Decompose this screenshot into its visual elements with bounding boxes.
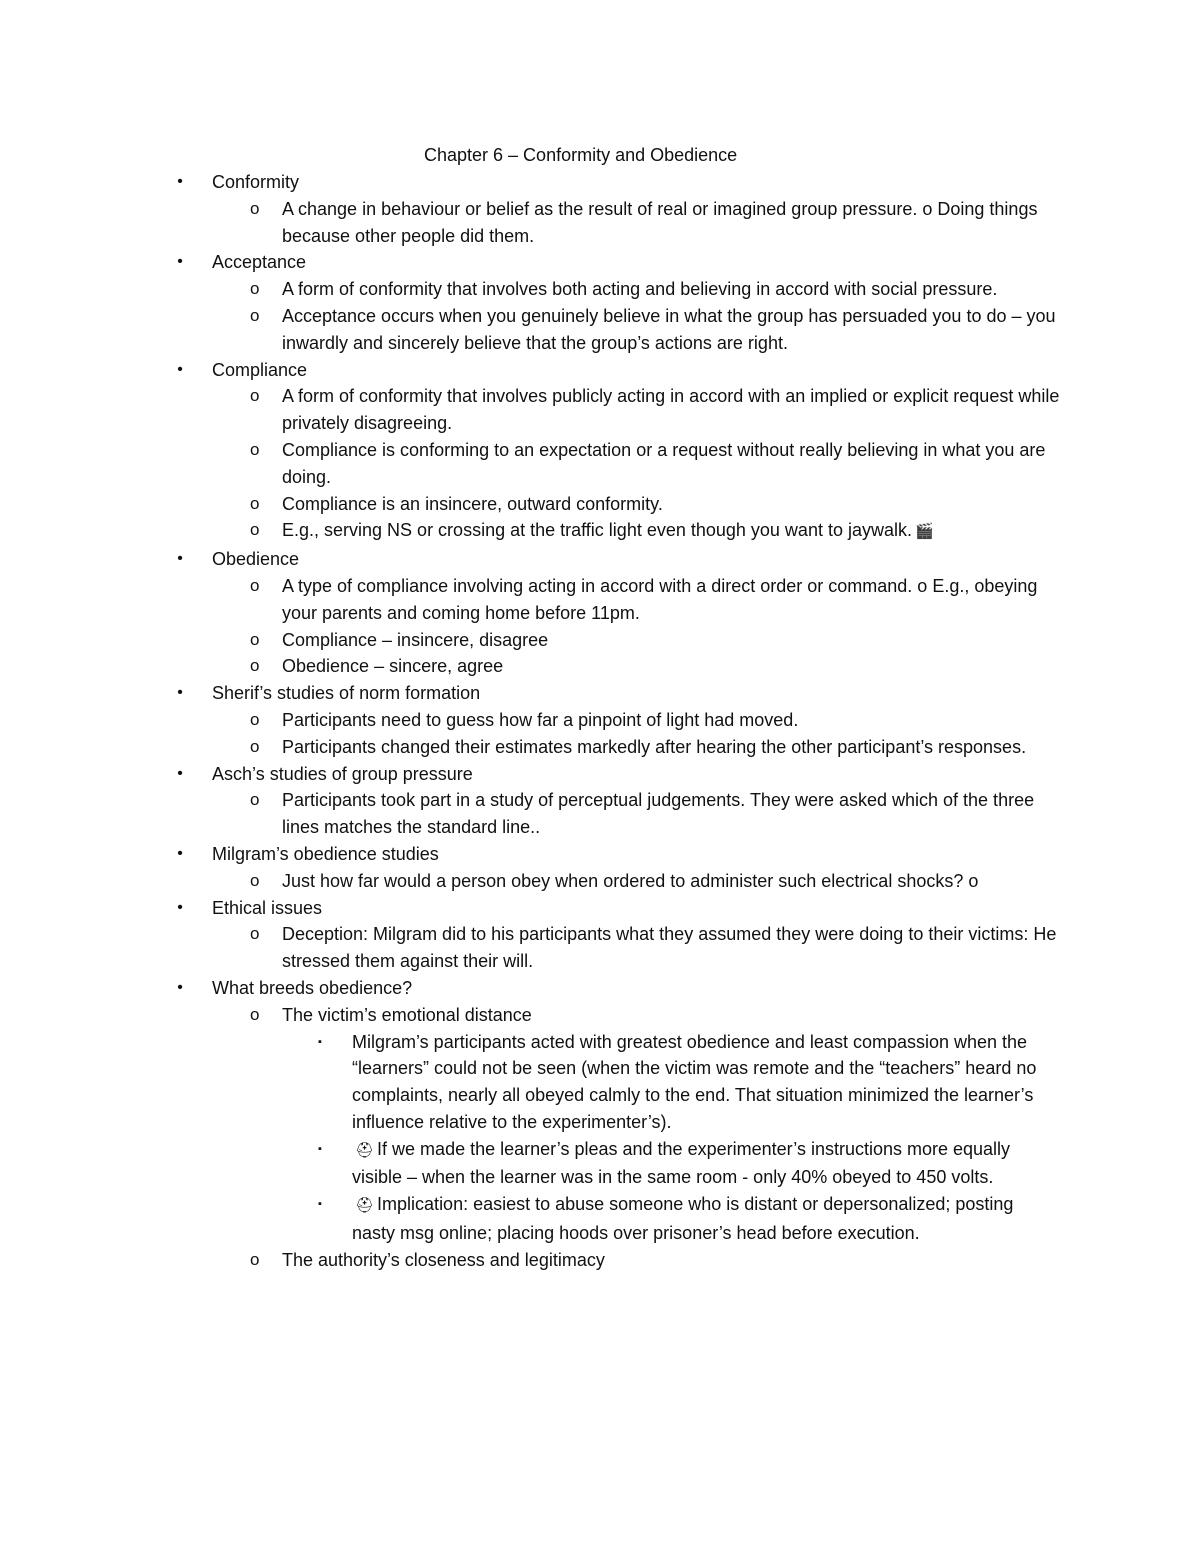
section-heading: Obedience: [212, 549, 300, 570]
outline-list: [0, 169, 1200, 1274]
list-item: [212, 787, 1072, 841]
bullet-marker: •: [177, 360, 183, 378]
section-obedience: [0, 546, 1200, 680]
bullet-marker: o: [250, 198, 260, 218]
list-item: [212, 196, 1072, 250]
bullet-marker: o: [250, 1004, 260, 1024]
clapperboard-icon: 🎬: [915, 523, 934, 541]
page-title-text: Chapter 6 – Conformity and Obedience: [424, 145, 738, 165]
section-compliance: [0, 357, 1200, 547]
page-title: [0, 142, 1200, 169]
item-text: The authority’s closeness and legitimacy: [282, 1249, 605, 1270]
list-item: [212, 627, 1072, 654]
section-heading: Compliance: [212, 359, 308, 380]
bullet-marker: o: [250, 279, 260, 299]
item-text: A form of conformity that involves publicly acting in accord with an implied or explicit request while privately disagreeing.: [282, 386, 1060, 434]
list-item: [212, 276, 1072, 303]
section-heading: Milgram’s obedience studies: [212, 843, 439, 864]
list-item: [212, 517, 1072, 546]
item-text: Compliance – insincere, disagree: [282, 629, 549, 650]
bullet-marker: •: [177, 844, 183, 862]
list-item: [212, 653, 1072, 680]
bullet-marker: o: [250, 924, 260, 944]
bullet-marker: •: [177, 764, 183, 782]
bullet-marker: o: [250, 790, 260, 810]
bullet-marker: o: [250, 709, 260, 729]
section-heading: Sherif’s studies of norm formation: [212, 683, 481, 704]
list-item: [212, 573, 1072, 627]
bullet-marker: •: [177, 550, 183, 568]
section-heading: Acceptance: [212, 252, 307, 273]
bullet-marker: o: [250, 386, 260, 406]
item-text: Milgram’s participants acted with greatest obedience and least compassion when the “learners” could not be seen (when the victim was remote and the “teachers” heard no complaints, nearly all obeyed calmly to the end. That situation minimized the learner’s influence relative to the experimenter’s).: [352, 1031, 1037, 1132]
section-asch: [0, 761, 1200, 841]
bullet-marker: •: [177, 898, 183, 916]
item-text: A type of compliance involving acting in accord with a direct order or command. o E.g., obeying your parents and coming home before 11pm.: [282, 575, 1038, 623]
section-acceptance: [0, 249, 1200, 356]
item-text: Implication: easiest to abuse someone who is distant or depersonalized; posting nasty msg online; placing hoods over prisoner’s head before execution.: [352, 1194, 1014, 1244]
item-text: Compliance is conforming to an expectation or a request without really believing in what you are doing.: [282, 439, 1046, 487]
item-text: Participants need to guess how far a pinpoint of light had moved.: [282, 709, 799, 730]
section-heading: Conformity: [212, 172, 300, 192]
bullet-marker: ▪: [318, 1035, 322, 1048]
list-item: [212, 1247, 1072, 1274]
helmet-icon: ⛑: [355, 1141, 375, 1159]
bullet-marker: •: [177, 684, 183, 702]
item-text: E.g., serving NS or crossing at the traffic light even though you want to jaywalk.: [282, 520, 912, 541]
bullet-marker: o: [250, 575, 260, 595]
bullet-marker: o: [250, 520, 260, 540]
list-item: [212, 921, 1072, 975]
list-item: [212, 707, 1072, 734]
section-heading: Ethical issues: [212, 897, 323, 918]
section-milgram: [0, 841, 1200, 895]
section-heading: What breeds obedience?: [212, 977, 413, 998]
item-text: A change in behaviour or belief as the result of real or imagined group pressure. o Doing things because other people did them.: [282, 198, 1038, 246]
list-item: [212, 734, 1072, 761]
section-what-breeds-obedience: [0, 975, 1200, 1274]
item-text: Compliance is an insincere, outward conformity.: [282, 493, 663, 514]
section-conformity: [0, 169, 1200, 249]
bullet-marker: ▪: [318, 1198, 322, 1211]
item-text: Obedience – sincere, agree: [282, 656, 504, 677]
notes-body: [0, 169, 1200, 1274]
item-text: Deception: Milgram did to his participants what they assumed they were doing to their victims: He stressed them against their will.: [282, 924, 1057, 972]
item-text: Participants took part in a study of perceptual judgements. They were asked which of the three lines matches the standard line..: [282, 790, 1035, 838]
item-text: Participants changed their estimates markedly after hearing the other participant’s responses.: [282, 736, 1027, 757]
bullet-marker: o: [250, 870, 260, 890]
item-text: If we made the learner’s pleas and the experimenter’s instructions more equally visible – when the learner was in the same room - only 40% obeyed to 450 volts.: [352, 1138, 1011, 1188]
sub-list-item: [282, 1136, 1052, 1192]
bullet-marker: o: [250, 1249, 260, 1269]
bullet-marker: •: [177, 253, 183, 271]
list-item: [212, 868, 1072, 895]
bullet-marker: o: [250, 305, 260, 325]
bullet-marker: •: [177, 978, 183, 996]
item-text: Acceptance occurs when you genuinely believe in what the group has persuaded you to do – you inwardly and sincerely believe that the group’s actions are right.: [282, 305, 1056, 353]
list-item: [212, 303, 1072, 357]
item-text: Just how far would a person obey when ordered to administer such electrical shocks? o: [282, 870, 979, 891]
list-item: [212, 437, 1072, 491]
section-sherif: [0, 680, 1200, 760]
bullet-marker: o: [250, 736, 260, 756]
item-text: The victim’s emotional distance: [282, 1004, 532, 1025]
section-ethical-issues: [0, 895, 1200, 975]
sub-list-item: [282, 1029, 1052, 1136]
item-text: A form of conformity that involves both acting and believing in accord with social pressure.: [282, 279, 998, 300]
bullet-marker: o: [250, 629, 260, 649]
helmet-icon: ⛑: [355, 1197, 375, 1215]
bullet-marker: o: [250, 493, 260, 513]
list-item: [212, 1002, 1072, 1247]
sub-list-item: [282, 1191, 1052, 1247]
bullet-marker: o: [250, 439, 260, 459]
bullet-marker: ▪: [318, 1142, 322, 1155]
bullet-marker: o: [250, 656, 260, 676]
list-item: [212, 383, 1072, 437]
bullet-marker: •: [177, 173, 183, 190]
list-item: [212, 491, 1072, 518]
section-heading: Asch’s studies of group pressure: [212, 763, 473, 784]
